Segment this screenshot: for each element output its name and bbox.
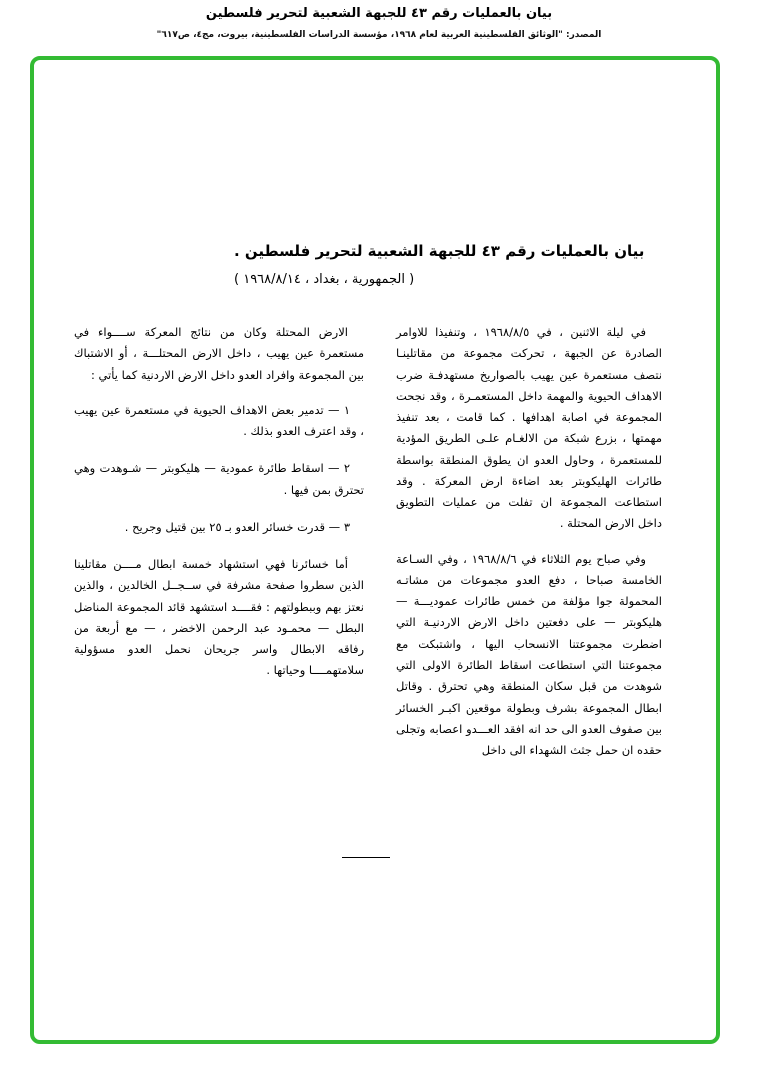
source-line: المصدر: "الوثائق الفلسطينية العربية لعام ١٩٦٨، مؤسسة الدراسات الفلسطينية، بيروت، مج٤، ص٦١٧"	[156, 30, 602, 40]
column-right	[396, 322, 662, 775]
divider-line	[342, 857, 390, 858]
list-item: ٣ — قدرت خسائر العدو بـ ٢٥ بين قتيل وجريح .	[124, 519, 350, 534]
document-frame	[30, 56, 720, 1044]
list-item: ١ — تدمير بعض الاهداف الحيوية في مستعمرة عين يهيب ، وقد اعترف العدو بذلك .	[74, 402, 364, 439]
header-title: بيان بالعمليات رقم ٤٣ للجبهة الشعبية لتحرير فلسطين	[205, 6, 553, 21]
document-title: بيان بالعمليات رقم ٤٣ للجبهة الشعبية لتحرير فلسطين .	[234, 242, 645, 260]
list-item: ٢ — اسقاط طائرة عمودية — هليكوبتر — شـوهدت وهي تحترق بمن فيها .	[74, 461, 364, 497]
paragraph: أما خسائرنا فهي استشهاد خمسة ابطال مــــن مقاتلينا الذين سطروا صفحة مشرفة في ســجــل الخالدين ، والذين نعتز بهم وببطولتهم : فقــــد استشهد قائد المجموعة المناضل البطل — محمـود عبد الرحمن الاخضر ، — مع أربعة من رفاقه الابطال واسر جريحان نحمل العدو مسؤولية سلامتهمــــا وحياتها .	[74, 557, 364, 678]
column-left	[74, 322, 364, 696]
page-header	[0, 6, 758, 40]
paragraph: الارض المحتلة وكان من نتائج المعركة ســــواء في مستعمرة عين يهيب ، داخل الارض المحتلـــة ، أو الاشتباك بين المجموعة وافراد العدو داخل الارض الاردنية كما يأتي :	[74, 325, 364, 382]
paragraph: في ليلة الاثنين ، في ١٩٦٨/٨/٥ ، وتنفيذا للاوامر الصادرة عن الجبهة ، تحركت مجموعة من مقاتلينـا نتصف مستعمرة عين يهيب بالصواريخ مستهدفـة ضرب الاهداف الحيوية والمهمة داخل المستعمـرة ، وقد نجحت المجموعة في اصابة اهدافها . كما قامت ، بعد تنفيذ مهمتها ، بزرع شبكة من الالغـام علـى الطريق المؤدية للمستعمرة ، وحاول العدو ان يطوق المنطقة بواسطة طائرات الهليكوبتر بعد اضاءة ارض المعركة . وقد استطاعت المجموعة ان تفلت من عمليات التطويق داخل الارض المحتلة .	[396, 325, 662, 531]
document-subtitle: ( الجمهورية ، بغداد ، ١٩٦٨/٨/١٤ )	[234, 272, 415, 287]
paragraph: وفي صباح يوم الثلاثاء في ١٩٦٨/٨/٦ ، وفي السـاعة الخامسة صباحا ، دفع العدو مجموعات من مشاتـه المحمولة جوا مؤلفة من خمس طائرات عموديـــة — هليكوبتر — على دفعتين داخل الارض الاردنيـة التي اضطرت مجموعتنا الانسحاب اليها ، واشتبكت مع مجموعتنا التي استطاعت اسقاط الطائرة الاولى التي شوهدت من قبل سكان المنطقة وهي تحترق . وقاتل ابطال المجموعة بشرف وبطولة موقعين اكبـر الخسائر بين صفوف العدو الى حد انه افقد العـــدو اعصابه وتجلى حقده ان حمل جثث الشهداء الى داخل	[396, 551, 662, 758]
